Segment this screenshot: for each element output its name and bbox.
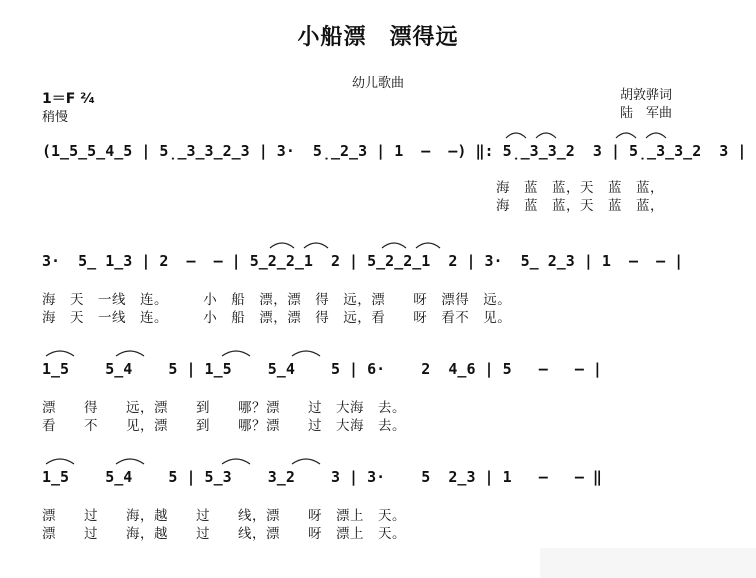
lyric-line-4a: 漂 过 海，越 过 线，漂 呀 漂上 天。: [42, 508, 406, 524]
notes-line-1: (1̲5̲5̲4̲5 | 5̣̲3̲3̲2̲3 | 3· 5̣̲2̲3 | 1 – –) ‖: 5̣̲3̲3̲2 3 | 5̣̲3̲3̲2 3 |: [42, 142, 747, 160]
composer-credit: 陆 军曲: [620, 106, 673, 121]
slur-mark: [222, 351, 250, 356]
slur-mark: [46, 351, 74, 356]
key-signature: 1＝F ²⁄₄: [42, 91, 95, 107]
slur-mark: [536, 133, 556, 138]
slur-mark: [116, 459, 144, 464]
slur-mark: [646, 133, 666, 138]
song-subtitle: 幼儿歌曲: [351, 76, 404, 91]
slur-mark: [46, 459, 74, 464]
lyric-line-4b: 漂 过 海，越 过 线，漂 呀 漂上 天。: [42, 526, 406, 542]
slur-mark: [416, 243, 440, 248]
scan-footer-strip: [540, 548, 756, 578]
tempo-marking: 稍慢: [42, 110, 69, 125]
lyric-line-3b: 看 不 见，漂 到 哪？漂 过 大海 去。: [42, 418, 406, 434]
song-title: 小船漂 漂得远: [297, 25, 459, 50]
lyric-line-2b: 海 天 一线 连。 小 船 漂，漂 得 远，看 呀 看不 见。: [42, 310, 512, 326]
lyric-line-3a: 漂 得 远，漂 到 哪？漂 过 大海 去。: [42, 400, 406, 416]
slur-mark: [304, 243, 328, 248]
slur-mark: [292, 351, 320, 356]
slur-mark: [292, 459, 320, 464]
notes-line-4: 1̲5 5̲4 5 | 5̲3 3̲2 3 | 3· 5 2̲3 | 1 – – ‖: [42, 468, 602, 486]
lyric-line-2a: 海 天 一线 连。 小 船 漂，漂 得 远，漂 呀 漂得 远。: [42, 292, 512, 308]
lyric-line-1a: 海 蓝 蓝，天 蓝 蓝，: [496, 180, 664, 196]
lyric-line-1b: 海 蓝 蓝，天 蓝 蓝，: [496, 198, 664, 214]
notes-line-2: 3· 5̲ 1̲3 | 2 – – | 5̲2̲2̲1 2 | 5̲2̲2̲1 2 | 3· 5̲ 2̲3 | 1 – – |: [42, 252, 684, 270]
slur-mark: [506, 133, 526, 138]
slur-mark: [116, 351, 144, 356]
slur-mark: [382, 243, 406, 248]
notes-line-3: 1̲5 5̲4 5 | 1̲5 5̲4 5 | 6· 2 4̲6 | 5 – – |: [42, 360, 602, 378]
slur-mark: [616, 133, 636, 138]
lyricist-credit: 胡敦骅词: [620, 88, 673, 103]
slur-mark: [222, 459, 250, 464]
slur-mark: [270, 243, 294, 248]
